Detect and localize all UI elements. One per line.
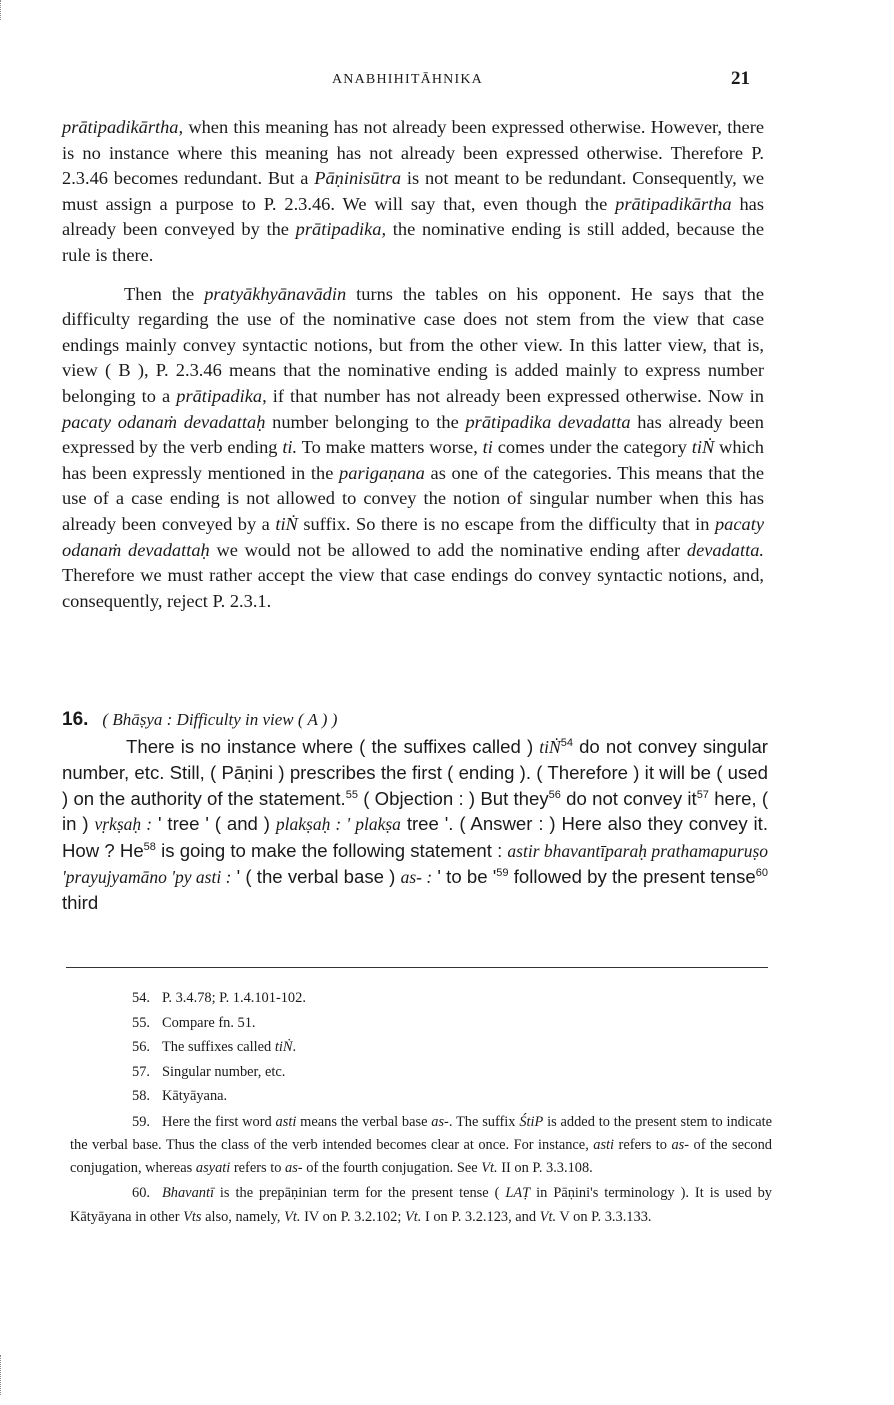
section-heading	[62, 708, 768, 732]
text-run: Singular number, etc.	[162, 1063, 286, 1080]
text-run: which has been expressly mentioned in the	[62, 437, 765, 483]
page-number: 21	[731, 68, 750, 89]
italic-term: devadatta.	[686, 539, 764, 560]
footnote-ref: 60	[755, 866, 769, 879]
text-run: There is no instance where ( the suffixes called )	[126, 736, 540, 757]
section-number: 16.	[62, 709, 89, 730]
paragraph	[62, 115, 764, 269]
italic-term: prātipadika devadatta	[465, 411, 631, 432]
text-run: is the prepāṇinian term for the present tense (	[213, 1185, 506, 1202]
italic-term: vṛkṣaḥ :	[94, 814, 153, 835]
section-16	[62, 708, 768, 916]
text-run: Kātyāyana.	[162, 1088, 228, 1104]
text-run: of the fourth conjugation. See	[302, 1160, 482, 1177]
text-run: is not meant to be redundant. Consequently, we must assign a purpose to P. 2.3.46. We will say that, even though the	[62, 168, 764, 214]
text-run: we would not be allowed to add the nominative ending after	[209, 539, 687, 560]
text-run: as one of the categories. This means that the use of a case ending is not allowed to convey the notion of singular number when this has already been conveyed by a	[62, 462, 764, 534]
text-run: P. 3.4.78; P. 1.4.101-102.	[162, 990, 306, 1006]
text-run: do not convey it	[560, 787, 697, 809]
paragraph	[62, 282, 764, 615]
text-run: the nominative ending is still added, because the rule is there.	[62, 219, 765, 265]
italic-term: pratyākhyānavādin	[204, 283, 347, 304]
italic-term: Vt.	[284, 1208, 301, 1225]
text-run: . The suffix	[448, 1113, 520, 1130]
footnote	[70, 986, 772, 1011]
text-run: ' tree ' ( and )	[152, 813, 276, 835]
text-run: .	[292, 1039, 297, 1055]
italic-term: Vt.	[539, 1208, 557, 1225]
text-run: To make matters worse,	[297, 437, 483, 458]
text-run: Then the	[124, 283, 205, 304]
text-run: number belonging to the	[265, 411, 466, 432]
footnote-number: 59.	[132, 1113, 150, 1130]
footnote	[70, 1111, 772, 1181]
italic-term: prātipadika,	[176, 385, 267, 406]
text-run: ' to be '	[432, 866, 497, 888]
italic-term: Bhavantī	[162, 1185, 214, 1202]
text-run: suffix. So there is no escape from the difficulty that in	[297, 513, 715, 534]
footnote-ref: 56	[548, 788, 561, 801]
italic-term: asyati	[195, 1160, 231, 1177]
text-run: has already been conveyed by the	[62, 193, 764, 240]
italic-term: astir bhavantīparaḥ prathamapuruṣo 'prayujyamāno 'py asti :	[62, 840, 769, 888]
footnote-ref: 55	[345, 788, 358, 801]
text-run: in Pāṇini's terminology ). It is used by Kātyāyana in other	[70, 1185, 772, 1225]
italic-term: tiṄ	[539, 737, 561, 757]
text-run: IV on P. 3.2.102;	[300, 1208, 405, 1225]
italic-term: LAṬ	[505, 1185, 531, 1202]
text-run: Therefore we must rather accept the view that case endings do convey syntactic notions, and, consequently, reject P. 2.3.1.	[62, 565, 764, 611]
text-run: third	[62, 892, 99, 914]
footnote	[70, 1182, 772, 1229]
footnote-number: 58.	[132, 1088, 150, 1104]
text-run: Compare fn. 51.	[162, 1014, 256, 1031]
footnote-number: 55.	[132, 1014, 150, 1031]
footnote	[70, 1011, 772, 1036]
text-run: refers to	[230, 1160, 286, 1177]
text-run: I on P. 3.2.123, and	[421, 1208, 540, 1225]
footnote-ref: 59	[496, 866, 509, 879]
footnote	[70, 1060, 772, 1085]
scan-edge-mark	[0, 0, 11, 20]
italic-term: as-	[671, 1136, 690, 1153]
italic-term: Vt.	[404, 1208, 422, 1225]
italic-term: prātipadikārtha,	[62, 117, 184, 137]
footnotes	[70, 986, 772, 1229]
text-run: ( Objection : ) But they	[357, 787, 549, 809]
italic-term: tiṄ	[691, 437, 715, 458]
text-run: if that number has not already been expressed otherwise. Now in	[266, 385, 764, 406]
text-run: is going to make the following statement :	[155, 839, 508, 861]
section-paragraph	[62, 734, 768, 916]
italic-term: tiṄ	[275, 513, 298, 534]
text-run: here, ( in )	[62, 787, 769, 835]
italic-term: Vt.	[481, 1160, 498, 1177]
page-header	[62, 68, 762, 94]
text-run: refers to	[614, 1136, 672, 1153]
italic-term: pacaty odanaṁ devadattaḥ	[62, 513, 764, 560]
footnote-number: 56.	[132, 1039, 150, 1055]
footnote-ref: 54	[560, 736, 573, 749]
text-run: V on P. 3.3.133.	[556, 1208, 652, 1225]
scan-edge-mark-bottom	[0, 1355, 11, 1395]
italic-term: asti	[275, 1113, 297, 1130]
section-title: ( Bhāṣya : Difficulty in view ( A ) )	[102, 710, 338, 729]
text-run: comes under the category	[492, 437, 692, 458]
text-run: tree '. ( Answer : ) Here also they convey it. How ? He	[62, 813, 769, 861]
text-run: followed by the present tense	[508, 866, 756, 888]
italic-term: parigaṇana	[339, 462, 425, 483]
italic-term: prātipadikārtha	[615, 193, 732, 214]
text-run: II on P. 3.3.108.	[497, 1160, 593, 1177]
italic-term: ŚtiP	[519, 1113, 544, 1130]
footnote-ref: 58	[143, 840, 156, 853]
footnote	[70, 1084, 772, 1109]
text-run: is added to the present stem to indicate the verbal base. Thus the class of the verb intended becomes clear at once. For instance,	[70, 1113, 773, 1153]
footnote-number: 60.	[132, 1185, 150, 1202]
text-run: also, namely,	[201, 1208, 285, 1225]
text-run: turns the tables on his opponent. He says that the difficulty regarding the use of the nominative case does not stem from the view that case endings mainly convey syntactic notions, but from the other view. In this latter view, that is, view ( B ), P. 2.3.46 means that the nominative ending is added mainly to express number belonging to a	[62, 283, 764, 406]
italic-term: as- :	[400, 867, 433, 888]
text-run: Here the first word	[162, 1113, 276, 1130]
body-text	[62, 115, 764, 614]
footnote-number: 54.	[132, 990, 150, 1006]
text-run: when this meaning has not already been expressed otherwise. However, there is no instance where this meaning has not already been expressed otherwise. Therefore P. 2.3.46 becomes redundant. But a	[62, 117, 764, 189]
italic-term: Pāṇinisūtra	[314, 168, 402, 189]
italic-term: ti	[482, 437, 493, 458]
text-run: has already been expressed by the verb ending	[62, 411, 764, 458]
italic-term: as-	[431, 1113, 449, 1130]
text-run: means the verbal base	[296, 1113, 432, 1130]
text-run: do not convey singular number, etc. Still, ( Pāṇini ) prescribes the first ( ending ). ( Therefore ) it will be ( used ) on the authority of the statement.	[62, 736, 768, 809]
text-run: of the second conjugation, whereas	[70, 1136, 772, 1177]
italic-term: as-	[285, 1160, 303, 1177]
footnote	[70, 1035, 772, 1060]
italic-term: tiṄ	[274, 1039, 293, 1055]
italic-term: pacaty odanaṁ devadattaḥ	[62, 411, 266, 432]
footnote-ref: 57	[696, 788, 709, 801]
italic-term: ti.	[282, 437, 298, 458]
text-run: The suffixes called	[162, 1039, 275, 1055]
running-title: ANABHIHITĀHNIKA	[332, 72, 483, 87]
italic-term: plakṣaḥ : ' plakṣa	[275, 814, 401, 835]
footnote-number: 57.	[132, 1063, 150, 1080]
italic-term: prātipadika,	[295, 219, 387, 240]
italic-term: Vts	[183, 1208, 202, 1225]
text-run: ' ( the verbal base )	[231, 866, 401, 888]
italic-term: asti	[593, 1136, 615, 1153]
footnote-divider	[66, 967, 768, 968]
